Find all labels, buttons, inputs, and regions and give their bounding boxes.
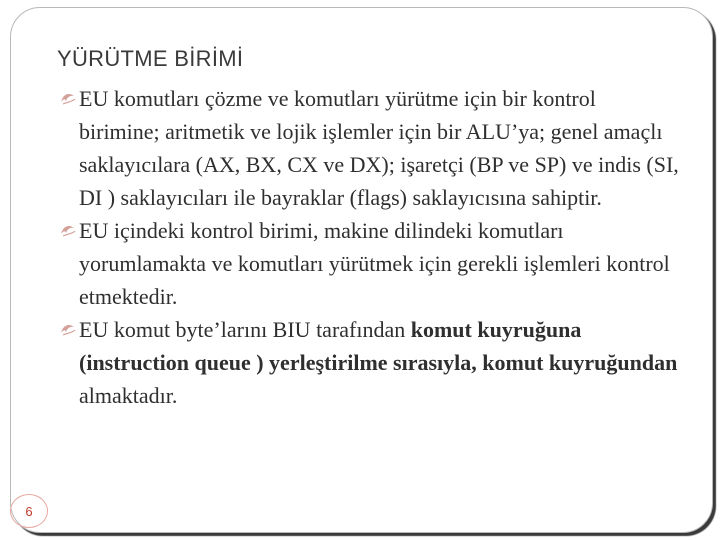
page-number: 6 [10, 494, 48, 528]
swirl-bullet-icon [59, 90, 77, 106]
swirl-bullet-icon [59, 222, 77, 238]
bullet-text-segment: EU komut byte’larını BIU tarafından [79, 317, 411, 342]
swirl-bullet-icon [59, 321, 77, 337]
bullet-item [59, 214, 679, 313]
bullet-item [59, 313, 679, 412]
bullet-text-bold-segment: komut kuyruğuna (instruction queue ) yerleştirilme sırasıyla, komut kuyruğundan [79, 317, 678, 375]
bullet-item [59, 82, 679, 214]
bullet-text-segment: EU içindeki kontrol birimi, makine dilindeki komutları yorumlamakta ve komutları yürütmek için gerekli işlemleri kontrol etmektedir. [79, 218, 670, 309]
bullet-list [59, 82, 679, 412]
slide-title: YÜRÜTME BİRİMİ [57, 46, 244, 71]
slide [10, 7, 713, 533]
bullet-text-segment: EU komutları çözme ve komutları yürütme için bir kontrol birimine; aritmetik ve lojik işlemler için bir ALU’ya; genel amaçlı saklayıcılara (AX, BX, CX ve DX); işaretçi (BP ve SP) ve indis (SI, DI ) saklayıcıları ile bayraklar (flags) saklayıcısına sahiptir. [79, 86, 679, 210]
bullet-text-segment: almaktadır. [79, 383, 178, 408]
